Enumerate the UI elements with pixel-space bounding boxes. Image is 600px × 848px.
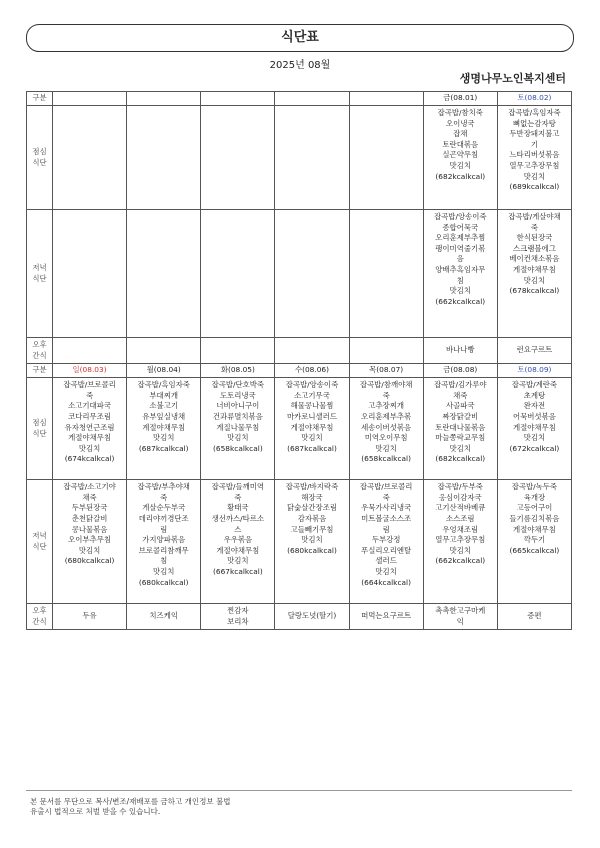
menu-item: 가지양파볶음 <box>142 535 186 545</box>
menu-item: 저녁 <box>32 531 47 541</box>
dinner-cell <box>423 480 497 604</box>
day-header: 토(08.09) <box>497 364 571 378</box>
menu-item: 두유 <box>82 611 97 621</box>
dinner-cell <box>53 210 127 338</box>
menu-item: 깍두기 <box>523 535 546 545</box>
lunch-row <box>27 378 572 480</box>
snack-cell <box>423 604 497 630</box>
menu-item: 마카로니샐러드 <box>287 411 337 421</box>
menu-table <box>26 91 572 630</box>
snack-label <box>27 604 53 630</box>
menu-item: (678kcalkcal) <box>509 286 560 296</box>
lunch-cell <box>53 106 127 210</box>
menu-item: 채죽 <box>82 492 97 502</box>
menu-item: 잡곡밥/두부죽 <box>437 482 483 492</box>
menu-item: (680kcalkcal) <box>138 577 189 587</box>
menu-item: 식단 <box>32 428 47 438</box>
menu-item: 종합어묵국 <box>442 222 479 232</box>
menu-item: 마늘쫑락교무침 <box>435 433 486 443</box>
menu-item: (687kcalkcal) <box>138 443 189 453</box>
menu-table-body <box>27 92 572 630</box>
menu-item: (662kcalkcal) <box>435 556 486 566</box>
dinner-cell <box>497 210 571 338</box>
lunch-cell <box>201 378 275 480</box>
snack-row <box>27 338 572 364</box>
menu-item: 콩나물볶음 <box>71 524 108 534</box>
lunch-cell <box>53 378 127 480</box>
dinner-cell <box>349 480 423 604</box>
menu-item: 잡곡밥/계란죽 <box>511 380 558 390</box>
menu-item: 고들빼기무침 <box>290 524 334 534</box>
lunch-cell <box>349 378 423 480</box>
menu-item: 느타리버섯볶음 <box>509 150 560 160</box>
menu-item: 잡곡밥/게살야채 <box>508 212 561 221</box>
menu-item: 맛김치 <box>449 286 471 296</box>
menu-item: 두반장돼지불고 <box>509 129 560 139</box>
menu-item: 잡곡밥/참깨야채 <box>359 380 413 390</box>
menu-item: 간식 <box>32 616 47 626</box>
menu-item: 게절야채무침 <box>216 545 260 555</box>
menu-item: 계절야채무침 <box>142 422 186 432</box>
menu-item: 닭숯살간장조림 <box>287 503 337 513</box>
menu-item: 잡곡밥/부추야채 <box>137 482 190 492</box>
day-header: 일(08.03) <box>53 364 127 378</box>
dinner-cell <box>497 480 571 604</box>
menu-item: 맛김치 <box>301 535 323 545</box>
menu-item: 잡곡밥/흑임자죽 <box>137 380 190 390</box>
menu-item: 떠먹는요구르트 <box>361 611 412 621</box>
menu-item: 해장국 <box>301 492 323 502</box>
menu-item: 촉촉한고구마케 <box>435 606 486 616</box>
menu-item: 치즈케익 <box>149 611 178 621</box>
menu-item: 토란대나물볶음 <box>435 422 486 432</box>
menu-item: 도토리냉국 <box>220 390 256 400</box>
menu-item: (680kcalkcal) <box>64 556 115 566</box>
menu-item: 코다리무조림 <box>68 411 111 421</box>
menu-item: 고추장찌개 <box>368 401 404 411</box>
menu-item: (674kcalkcal) <box>64 454 115 464</box>
menu-item: 잡곡밥/바지락죽 <box>285 482 339 492</box>
day-header <box>127 92 201 106</box>
menu-item: 들기름김치볶음 <box>509 513 560 523</box>
menu-item: (662kcalkcal) <box>435 296 486 306</box>
day-header: 목(08.07) <box>349 364 423 378</box>
snack-cell <box>423 338 497 364</box>
menu-item: 두부강정 <box>371 535 401 545</box>
dinner-cell <box>127 210 201 338</box>
footer-notice <box>30 797 230 816</box>
day-header <box>53 92 127 106</box>
menu-item: 소스조림 <box>445 513 475 523</box>
day-header <box>201 92 275 106</box>
lunch-cell <box>275 378 349 480</box>
day-header: 금(08.08) <box>423 364 497 378</box>
menu-item: 어묵버섯볶음 <box>513 411 556 421</box>
lunch-label <box>27 378 53 480</box>
menu-item: 게절야채무침 <box>513 264 556 274</box>
menu-item: 맛김치 <box>153 433 175 443</box>
day-header <box>275 92 349 106</box>
menu-item: 세송이버섯볶음 <box>361 422 412 432</box>
menu-item: 게절야채무침 <box>290 422 334 432</box>
menu-item: 잡곡밥/앙송이죽 <box>285 380 339 390</box>
menu-item: 죽 <box>234 492 242 502</box>
lunch-cell <box>423 106 497 210</box>
footer-line: 본 문서를 무단으로 복사/변조/재배포를 금하고 개인정보 불법 <box>30 797 231 806</box>
footer-divider <box>26 790 572 791</box>
menu-item: 맛김치 <box>449 160 471 170</box>
menu-item: 춘천닭갈비 <box>71 513 108 523</box>
menu-item: 점심 <box>32 146 47 156</box>
menu-item: 죽 <box>86 390 94 400</box>
snack-cell <box>53 604 127 630</box>
dinner-cell <box>423 210 497 338</box>
menu-item: 기 <box>530 139 538 149</box>
day-header: 금(08.01) <box>423 92 497 106</box>
menu-item: 런요구르트 <box>516 345 553 355</box>
month-label: 2025년 08월 <box>269 60 331 71</box>
lunch-cell <box>497 106 571 210</box>
menu-item: 건과류멸치볶음 <box>212 411 263 421</box>
menu-item: 푸실리오리엔탈 <box>361 545 412 555</box>
menu-item: 초계탕 <box>523 390 546 400</box>
snack-cell <box>497 604 571 630</box>
menu-item: (682kcalkcal) <box>435 171 486 181</box>
menu-item: 너비아니구이 <box>216 401 260 411</box>
snack-cell <box>349 604 423 630</box>
menu-item: 고등어구이 <box>516 503 553 513</box>
menu-item: 맛김치 <box>375 566 397 576</box>
snack-cell <box>349 338 423 364</box>
lunch-cell <box>201 106 275 210</box>
menu-item: 미역오이무침 <box>364 433 408 443</box>
menu-item: 저녁 <box>32 262 47 272</box>
menu-item: 맛김치 <box>449 545 471 555</box>
menu-item: 맛김치 <box>523 275 546 285</box>
menu-item: 팽이미역줄기볶 <box>435 243 486 253</box>
menu-item: 게절야채무침 <box>513 524 556 534</box>
menu-item: 오이냉국 <box>445 118 475 128</box>
dinner-cell <box>349 210 423 338</box>
menu-item: 소불고기 <box>149 401 178 411</box>
menu-item: 맛김치 <box>227 433 249 443</box>
menu-item: 달랑도넛(딸기) <box>287 611 337 621</box>
dinner-cell <box>127 480 201 604</box>
menu-item: 잡곡밥/참치죽 <box>437 108 483 117</box>
menu-item: 죽 <box>382 492 390 502</box>
snack-cell <box>497 338 571 364</box>
menu-item: 해물콩나물찜 <box>290 401 334 411</box>
menu-item: 맛김치 <box>523 171 546 181</box>
day-header: 화(08.05) <box>201 364 275 378</box>
snack-cell <box>201 604 275 630</box>
menu-item: 잡곡밥/브로콜리 <box>359 482 413 492</box>
menu-item: 게살순두부국 <box>142 503 186 513</box>
menu-item: (680kcalkcal) <box>287 545 337 555</box>
menu-item: 잡곡밥/단호박죽 <box>211 380 265 390</box>
menu-item: 잡곡밥/녹두죽 <box>511 482 558 492</box>
menu-item: 샐러드 <box>375 556 397 566</box>
menu-item: 유자청연근조림 <box>64 422 115 432</box>
menu-item: 잡곡밥/김가루야 <box>434 380 487 390</box>
menu-item: 스크램블에그 <box>513 243 556 253</box>
menu-item: 사골파국 <box>445 401 475 411</box>
snack-label <box>27 338 53 364</box>
menu-item: 우묵가사리냉국 <box>361 503 412 513</box>
day-header: 월(08.04) <box>127 364 201 378</box>
menu-item: (667kcalkcal) <box>212 566 263 576</box>
menu-item: 음 <box>456 254 464 264</box>
snack-cell <box>127 338 201 364</box>
snack-cell <box>275 338 349 364</box>
menu-item: 맛김치 <box>523 433 546 443</box>
page-title: 식단표 <box>26 24 574 52</box>
menu-item: 데리야끼경단조 <box>138 513 189 523</box>
dinner-cell <box>53 480 127 604</box>
menu-item: 죽 <box>530 222 538 232</box>
menu-item: 식단 <box>32 157 47 167</box>
menu-item: 소고기대파국 <box>68 401 111 411</box>
menu-item: 황태국 <box>227 503 249 513</box>
menu-item: 게질나물무침 <box>216 422 260 432</box>
menu-item: 양배추흑임자무 <box>435 264 486 274</box>
snack-cell <box>201 338 275 364</box>
menu-item: 림 <box>160 524 168 534</box>
menu-item: 짜장닭갈비 <box>442 411 479 421</box>
lunch-cell <box>127 106 201 210</box>
menu-item: 우우볶음 <box>223 535 253 545</box>
day-header-row <box>27 364 572 378</box>
menu-item: 맛김치 <box>375 443 397 453</box>
dinner-row <box>27 480 572 604</box>
menu-item: 침 <box>160 556 168 566</box>
menu-item: 잡채 <box>453 129 468 139</box>
menu-item: 옹심이감자국 <box>438 492 482 502</box>
menu-item: (658kcalkcal) <box>212 443 263 453</box>
menu-item: (689kcalkcal) <box>509 182 560 192</box>
menu-item: 베이컨채소볶음 <box>509 254 560 264</box>
menu-item: 오이부추무침 <box>68 535 111 545</box>
menu-item: 완자전 <box>523 401 546 411</box>
category-header: 구분 <box>27 92 53 106</box>
menu-item: (672kcalkcal) <box>509 443 560 453</box>
category-header: 구분 <box>27 364 53 378</box>
footer-line: 유출시 법적으로 처벌 받을 수 있습니다. <box>30 806 161 816</box>
menu-item: 익 <box>456 616 464 626</box>
snack-row <box>27 604 572 630</box>
dinner-cell <box>275 480 349 604</box>
menu-item: 맛김치 <box>227 556 249 566</box>
menu-item: 침 <box>456 275 464 285</box>
menu-item: 맛김치 <box>78 545 101 555</box>
menu-item: (665kcalkcal) <box>509 545 560 555</box>
lunch-cell <box>349 106 423 210</box>
menu-item: 잡곡밥/소고기야 <box>63 482 116 492</box>
menu-item: (658kcalkcal) <box>361 454 411 464</box>
snack-cell <box>275 604 349 630</box>
day-header <box>349 92 423 106</box>
menu-item: 우엉채조림 <box>442 524 479 534</box>
menu-item: 점심 <box>32 418 47 428</box>
menu-item: 잡곡밥/들깨미역 <box>211 482 265 492</box>
menu-item: (687kcalkcal) <box>287 443 337 453</box>
menu-item: 맛김치 <box>449 443 471 453</box>
menu-item: 육개장 <box>523 492 546 502</box>
menu-item: 부대찌개 <box>149 390 178 400</box>
menu-item: 감자볶음 <box>297 513 327 523</box>
menu-item: 찐감자 <box>227 606 249 616</box>
menu-item: 실곤약무침 <box>442 150 479 160</box>
snack-cell <box>127 604 201 630</box>
menu-item: 한식된장국 <box>516 233 553 243</box>
menu-item: 식단 <box>32 541 47 551</box>
lunch-cell <box>497 378 571 480</box>
lunch-cell <box>423 378 497 480</box>
menu-item: 게절야채무침 <box>68 433 111 443</box>
menu-item: 채죽 <box>453 390 468 400</box>
menu-item: 죽 <box>160 492 168 502</box>
menu-item: 보리차 <box>227 616 249 626</box>
menu-item: 열무고추장무침 <box>509 160 560 170</box>
day-header-row <box>27 92 572 106</box>
menu-item: 뼈없는감자탕 <box>513 118 556 128</box>
menu-item: 오후 <box>32 340 47 349</box>
menu-item: 간식 <box>32 350 47 360</box>
snack-cell <box>53 338 127 364</box>
dinner-label <box>27 210 53 338</box>
organization-name: 생명나무노인복지센터 <box>459 72 566 85</box>
dinner-cell <box>201 210 275 338</box>
menu-item: 브로콜리참깨무 <box>138 545 189 555</box>
menu-item: 미트볼굴소스조 <box>361 513 412 523</box>
day-header: 토(08.02) <box>497 92 571 106</box>
menu-item: 죽 <box>382 390 390 400</box>
menu-item: 잡곡밥/앙송이죽 <box>434 212 487 221</box>
lunch-cell <box>127 378 201 480</box>
menu-item: 오후 <box>32 606 47 616</box>
menu-item: 바나나빵 <box>445 345 475 355</box>
menu-item: 맛김치 <box>301 433 323 443</box>
menu-item: 림 <box>382 524 390 534</box>
menu-item: 증편 <box>527 611 542 621</box>
lunch-label <box>27 106 53 210</box>
menu-item: (682kcalkcal) <box>435 454 486 464</box>
dinner-label <box>27 480 53 604</box>
lunch-row <box>27 106 572 210</box>
menu-item: 오리훈제부추볶 <box>361 411 412 421</box>
menu-item: 스 <box>234 524 242 534</box>
menu-item: 유부잎실냉채 <box>142 411 186 421</box>
menu-item: 오리훈제부추찜 <box>435 233 486 243</box>
menu-item: 잡곡밥/흑임자죽 <box>508 108 561 117</box>
menu-item: (664kcalkcal) <box>361 577 411 587</box>
menu-item: 맛김치 <box>78 443 101 453</box>
dinner-cell <box>201 480 275 604</box>
menu-item: 맛김치 <box>153 566 175 576</box>
menu-item: 식단 <box>32 273 47 283</box>
menu-item: 열무고추장무침 <box>435 535 486 545</box>
menu-item: 잡곡밥/브로콜리 <box>63 380 116 390</box>
menu-item: 고기산적바베큐 <box>435 503 486 513</box>
menu-item: 생선까스/타르소 <box>211 513 265 523</box>
menu-item: 토란대볶음 <box>442 139 479 149</box>
menu-item: 두부된장국 <box>71 503 108 513</box>
dinner-row <box>27 210 572 338</box>
menu-item: 게절야채무침 <box>513 422 556 432</box>
menu-item: 소고기무국 <box>294 390 330 400</box>
dinner-cell <box>275 210 349 338</box>
day-header: 수(08.06) <box>275 364 349 378</box>
lunch-cell <box>275 106 349 210</box>
